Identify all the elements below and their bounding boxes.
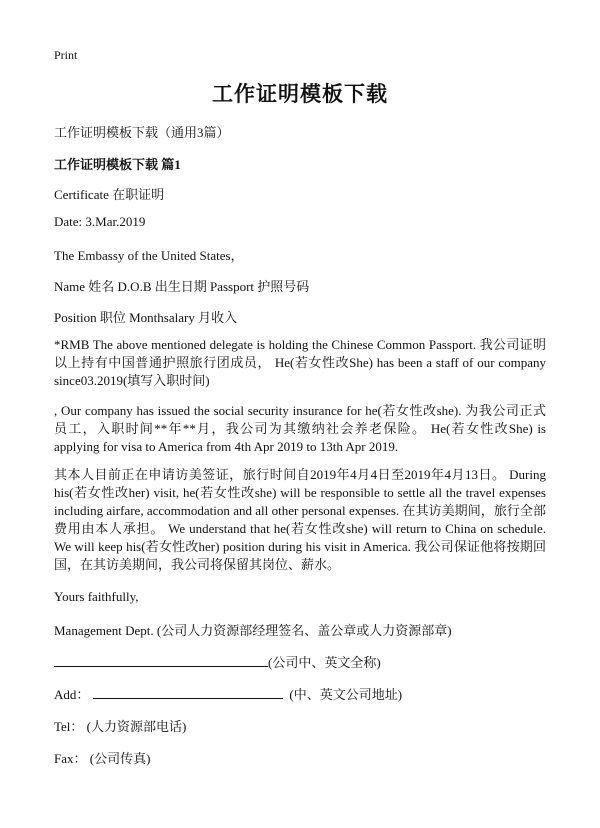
tel-line: Tel： (人力资源部电话)	[54, 719, 187, 734]
address-label: Add：	[54, 687, 90, 702]
page-title: 工作证明模板下载	[212, 82, 388, 106]
embassy-line: The Embassy of the United States，	[54, 248, 244, 263]
paragraph-3: 其本人目前正在申请访美签证，旅行时间自2019年4月4日至2019年4月13日。 During his(若女性改her) visit, he(若女性改she) will be responsible to settle all the travel expenses including airfare, accommodation and all other personal expenses. 在其访美期间，旅行全部费用由本人承担。 We understand that he(若女性改she) will return to China on schedule. We will keep his(若女性改her) position during his visit in America. 我公司保证他将按期回国，在其访美期间，我公司将保留其岗位、薪水。	[54, 467, 546, 572]
name-line: Name 姓名 D.O.B 出生日期 Passport 护照号码	[54, 279, 310, 294]
company-name-line	[54, 652, 381, 671]
section-heading: 工作证明模板下载 篇1	[54, 157, 181, 172]
company-name-blank	[54, 653, 268, 667]
date-line: Date: 3.Mar.2019	[54, 214, 146, 229]
company-name-hint: (公司中、英文全称)	[268, 655, 381, 670]
fax-line: Fax： (公司传真)	[54, 751, 151, 766]
address-line	[54, 684, 402, 703]
management-line: Management Dept. (公司人力资源部经理签名、盖公章或人力资源部章)	[54, 623, 452, 638]
address-hint: (中、英文公司地址)	[289, 687, 403, 702]
paragraph-2: , Our company has issued the social security insurance for he(若女性改she). 为我公司正式员工，入职时间**年**月，我公司为其缴纳社会养老保险。 He(若女性改She) is applying for visa to America from 4th Apr 2019 to 13th Apr 2019.	[54, 403, 546, 454]
closing-line: Yours faithfully,	[54, 589, 139, 604]
address-blank	[93, 685, 283, 699]
position-line: Position 职位 Monthsalary 月收入	[54, 310, 238, 325]
paragraph-1: *RMB The above mentioned delegate is holding the Chinese Common Passport. 我公司证明以上持有中国普通护照旅行团成员， He(若女性改She) has been a staff of our company since03.2019(填写入职时间)	[54, 337, 546, 388]
certificate-line: Certificate 在职证明	[54, 187, 165, 202]
subtitle: 工作证明模板下载（通用3篇）	[54, 125, 230, 140]
print-link[interactable]: Print	[54, 48, 78, 62]
